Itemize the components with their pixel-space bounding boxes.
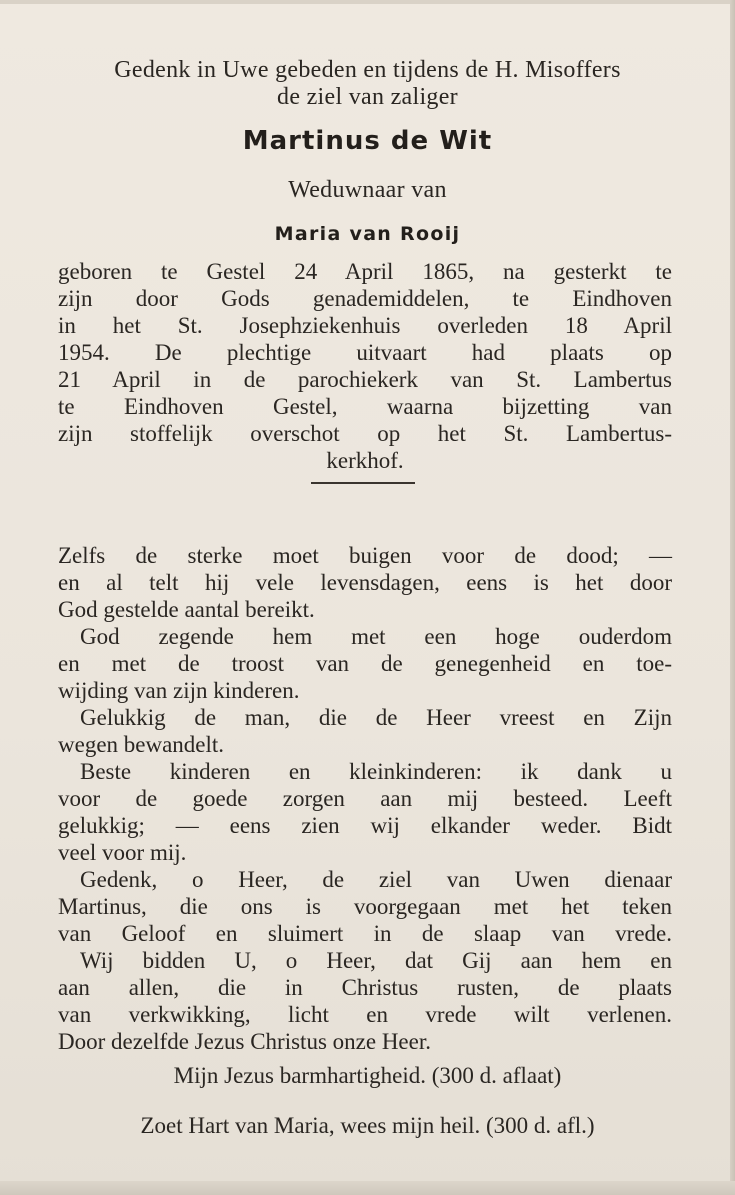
biography-line: zijn stoffelijk overschot op het St. Lambertus- <box>58 421 672 446</box>
prayer-line-2: Zoet Hart van Maria, wees mijn heil. (300 d. afl.) <box>140 1113 595 1138</box>
meditation-line: voor de goede zorgen aan mij besteed. Leeft <box>58 786 672 811</box>
header-line-2: de ziel van zaliger <box>277 84 458 110</box>
biography-line: te Eindhoven Gestel, waarna bijzetting van <box>58 394 672 419</box>
meditation-line: en al telt hij vele levensdagen, eens is het door <box>58 570 672 595</box>
divider-rule <box>311 482 415 484</box>
meditation-line: Wij bidden U, o Heer, dat Gij aan hem en <box>80 948 672 973</box>
header-line-1: Gedenk in Uwe gebeden en tijdens de H. Misoffers <box>114 57 621 83</box>
biography-line: 1954. De plechtige uitvaart had plaats op <box>58 340 672 365</box>
meditation-line: aan allen, die in Christus rusten, de plaats <box>58 975 672 1000</box>
spouse-name: Maria van Rooij <box>274 223 461 245</box>
meditation-line: gelukkig; — eens zien wij elkander weder. Bidt <box>58 813 672 838</box>
meditation-line: van verkwikking, licht en vrede wilt verlenen. <box>58 1002 672 1027</box>
meditation-line: veel voor mij. <box>58 840 187 865</box>
prayer-line-1: Mijn Jezus barmhartigheid. (300 d. aflaat) <box>173 1063 562 1088</box>
relation-text: Weduwnaar van <box>288 177 447 203</box>
card-edge-bottom <box>0 1181 735 1195</box>
biography-paragraph <box>58 258 672 474</box>
biography-line: in het St. Josephziekenhuis overleden 18 April <box>58 313 672 338</box>
meditation-line: en met de troost van de genegenheid en toe- <box>58 651 672 676</box>
meditation-line: Gelukkig de man, die de Heer vreest en Zijn <box>80 705 672 730</box>
meditation-line: God zegende hem met een hoge ouderdom <box>80 624 672 649</box>
biography-line: geboren te Gestel 24 April 1865, na gesterkt te <box>58 259 672 284</box>
meditation-paragraph <box>58 542 672 1055</box>
biography-line: zijn door Gods genademiddelen, te Eindhoven <box>58 286 672 311</box>
biography-line: kerkhof. <box>326 448 404 473</box>
deceased-name: Martinus de Wit <box>242 126 493 156</box>
meditation-line: God gestelde aantal bereikt. <box>58 597 315 622</box>
meditation-line: wijding van zijn kinderen. <box>58 678 300 703</box>
meditation-line: Door dezelfde Jezus Christus onze Heer. <box>58 1029 431 1054</box>
meditation-line: Zelfs de sterke moet buigen voor de dood; — <box>58 543 672 568</box>
biography-line: 21 April in de parochiekerk van St. Lambertus <box>58 367 672 392</box>
meditation-line: Beste kinderen en kleinkinderen: ik dank u <box>80 759 672 784</box>
meditation-line: Martinus, die ons is voorgegaan met het teken <box>58 894 672 919</box>
meditation-line: van Geloof en sluimert in de slaap van vrede. <box>58 921 672 946</box>
meditation-line: Gedenk, o Heer, de ziel van Uwen dienaar <box>80 867 672 892</box>
card-edge-top <box>0 0 735 4</box>
meditation-line: wegen bewandelt. <box>58 732 225 757</box>
